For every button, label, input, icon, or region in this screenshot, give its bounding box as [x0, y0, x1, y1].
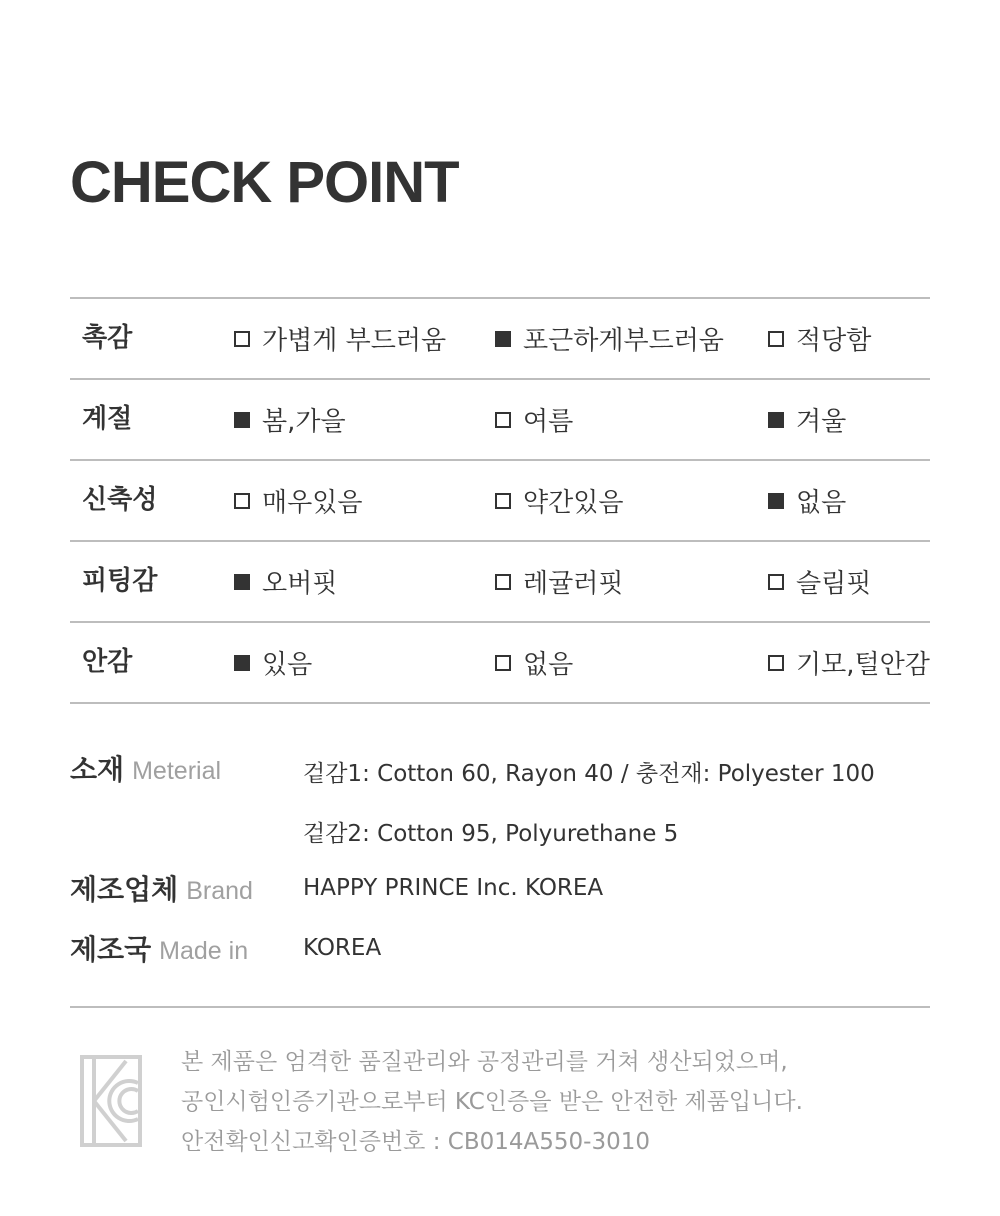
option-label: 없음	[796, 488, 847, 518]
spec-label-material	[70, 748, 221, 788]
checkbox-icon	[234, 331, 250, 347]
option-label: 여름	[523, 407, 574, 437]
checkpoint-row-fit	[70, 542, 930, 623]
checkbox-icon	[495, 574, 511, 590]
section-divider	[70, 1006, 930, 1008]
checkbox-icon	[234, 574, 250, 590]
spec-label-ko: 제조업체	[70, 873, 179, 906]
row-label: 피팅감	[82, 566, 158, 596]
notice-line: 안전확인신고확인증번호 : CB014A550-3010	[181, 1129, 650, 1155]
spec-label-ko: 소재	[70, 753, 125, 786]
option-label: 포근하게부드러움	[523, 326, 724, 356]
checkbox-icon	[234, 412, 250, 428]
checkbox-option[interactable]	[495, 623, 573, 702]
row-label: 계절	[82, 404, 133, 434]
checkbox-icon	[768, 574, 784, 590]
certification-notice	[181, 1042, 803, 1162]
page-title: CHECK POINT	[70, 150, 459, 215]
option-label: 가볍게 부드러움	[262, 326, 447, 356]
checkbox-icon	[234, 493, 250, 509]
checkbox-icon	[768, 331, 784, 347]
option-label: 오버핏	[262, 569, 338, 599]
row-label: 신축성	[82, 485, 158, 515]
checkbox-option[interactable]	[234, 380, 346, 459]
checkbox-option[interactable]	[768, 461, 846, 540]
checkbox-option[interactable]	[234, 542, 337, 621]
row-label: 촉감	[82, 323, 133, 353]
notice-line: 본 제품은 엄격한 품질관리와 공정관리를 거쳐 생산되었으며,	[181, 1049, 788, 1075]
checkpoint-row-touch	[70, 299, 930, 380]
notice-line: 공인시험인증기관으로부터 KC인증을 받은 안전한 제품입니다.	[181, 1089, 803, 1115]
checkbox-icon	[768, 493, 784, 509]
option-label: 기모,털안감	[796, 650, 930, 680]
spec-value-material-2: 겉감2: Cotton 95, Polyurethane 5	[303, 821, 679, 847]
spec-label-en: Made in	[159, 937, 249, 965]
spec-value-material-1: 겉감1: Cotton 60, Rayon 40 / 충전재: Polyester 100	[303, 761, 875, 787]
checkpoint-row-season	[70, 380, 930, 461]
checkbox-icon	[495, 331, 511, 347]
checkpoint-row-lining	[70, 623, 930, 704]
checkbox-icon	[768, 655, 784, 671]
checkbox-option[interactable]	[768, 299, 871, 378]
checkbox-option[interactable]	[234, 299, 446, 378]
checkpoint-row-stretch	[70, 461, 930, 542]
option-label: 봄,가을	[262, 407, 346, 437]
spec-label-origin	[70, 928, 248, 968]
checkbox-option[interactable]	[768, 380, 846, 459]
checkbox-option[interactable]	[234, 461, 362, 540]
option-label: 적당함	[796, 326, 872, 356]
spec-label-ko: 제조국	[70, 933, 152, 966]
spec-value-brand: HAPPY PRINCE Inc. KOREA	[303, 875, 604, 901]
check-point-table	[70, 297, 930, 704]
checkbox-option[interactable]	[495, 380, 573, 459]
checkbox-option[interactable]	[495, 461, 623, 540]
option-label: 있음	[262, 650, 313, 680]
kc-mark-icon	[80, 1055, 142, 1147]
checkbox-option[interactable]	[768, 542, 871, 621]
option-label: 슬림핏	[796, 569, 872, 599]
checkbox-icon	[768, 412, 784, 428]
option-label: 레귤러핏	[523, 569, 624, 599]
checkbox-icon	[495, 655, 511, 671]
spec-label-en: Brand	[186, 877, 253, 905]
option-label: 겨울	[796, 407, 847, 437]
spec-value-origin: KOREA	[303, 935, 382, 961]
checkbox-option[interactable]	[768, 623, 930, 702]
spec-label-en: Meterial	[132, 757, 222, 785]
checkbox-icon	[495, 493, 511, 509]
option-label: 약간있음	[523, 488, 624, 518]
checkbox-option[interactable]	[234, 623, 312, 702]
option-label: 매우있음	[262, 488, 363, 518]
checkbox-icon	[234, 655, 250, 671]
checkbox-option[interactable]	[495, 299, 724, 378]
option-label: 없음	[523, 650, 574, 680]
spec-label-brand	[70, 868, 253, 908]
row-label: 안감	[82, 647, 133, 677]
checkbox-option[interactable]	[495, 542, 623, 621]
checkbox-icon	[495, 412, 511, 428]
